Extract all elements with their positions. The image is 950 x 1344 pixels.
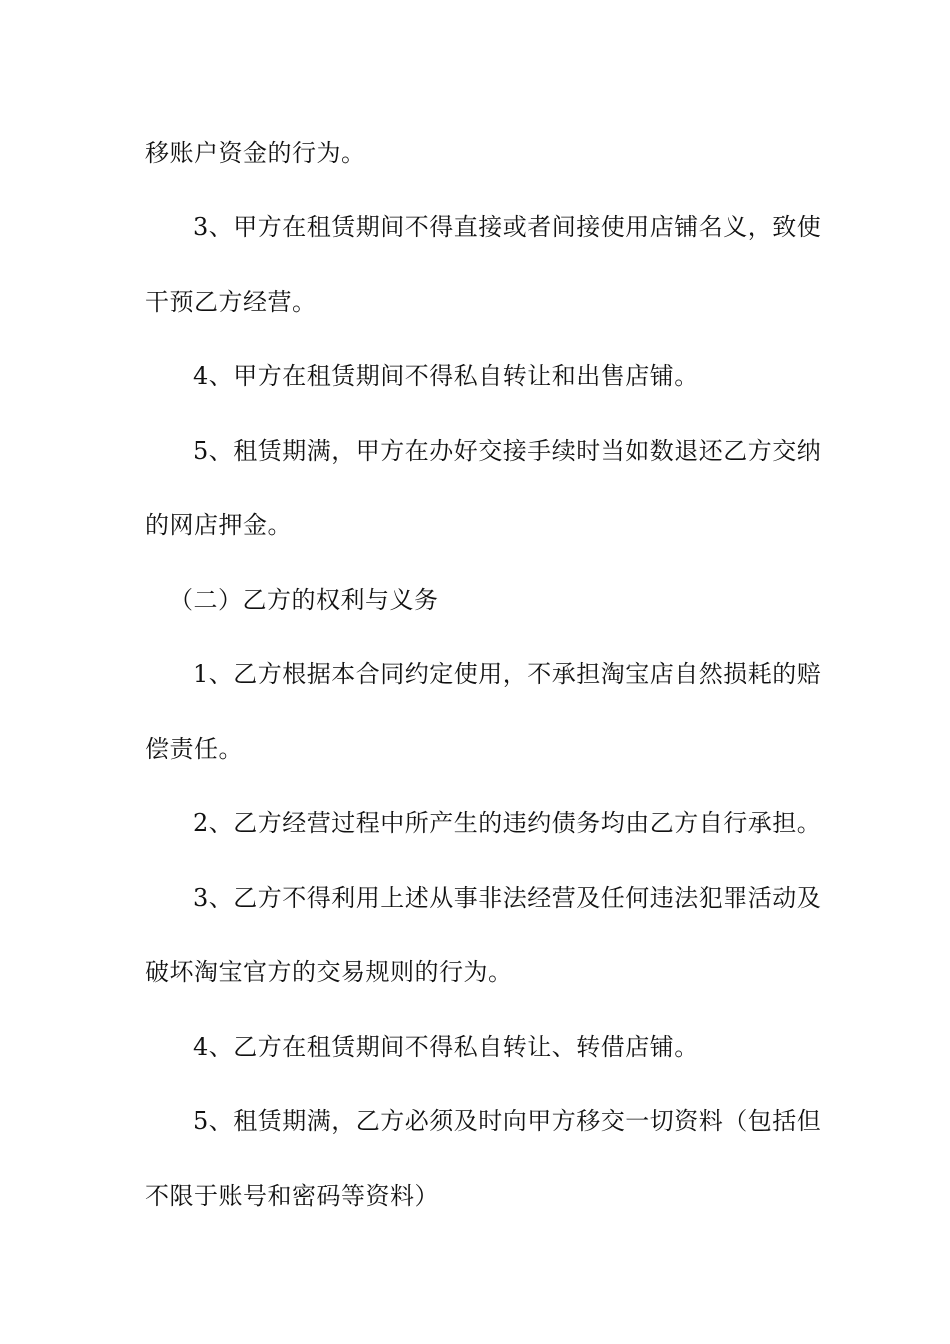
text-line: 破坏淘宝官方的交易规则的行为。	[145, 958, 513, 986]
text-line: 4、甲方在租赁期间不得私自转让和出售店铺。	[193, 362, 699, 390]
text-line: 不限于账号和密码等资料）	[145, 1182, 439, 1210]
text-line: 3、甲方在租赁期间不得直接或者间接使用店铺名义，致使	[193, 213, 822, 241]
text-line: 4、乙方在租赁期间不得私自转让、转借店铺。	[193, 1033, 699, 1061]
text-line: 干预乙方经营。	[145, 288, 317, 316]
section-heading: （二）乙方的权利与义务	[169, 586, 439, 614]
text-line: 5、租赁期满，甲方在办好交接手续时当如数退还乙方交纳	[193, 437, 822, 465]
text-line: 偿责任。	[145, 735, 243, 763]
text-line: 5、租赁期满，乙方必须及时向甲方移交一切资料（包括但	[193, 1107, 822, 1135]
text-line: 3、乙方不得利用上述从事非法经营及任何违法犯罪活动及	[193, 884, 822, 912]
text-line: 1、乙方根据本合同约定使用，不承担淘宝店自然损耗的赔	[193, 660, 822, 688]
text-line: 2、乙方经营过程中所产生的违约债务均由乙方自行承担。	[193, 809, 822, 837]
text-line: 的网店押金。	[145, 511, 292, 539]
text-line: 移账户资金的行为。	[145, 139, 366, 167]
